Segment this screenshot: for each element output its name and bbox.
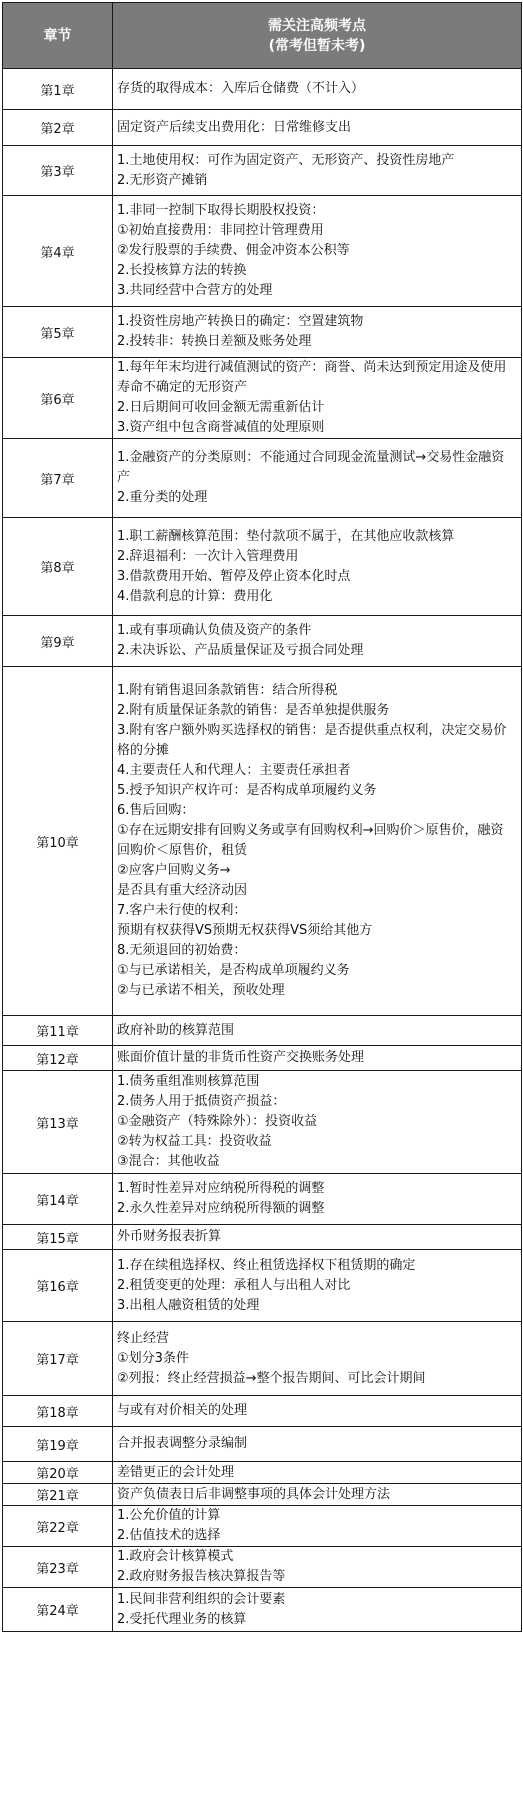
topic-line: 2.政府财务报告核决算报告等 [117,1569,286,1584]
table-row [3,1016,522,1046]
table-row [3,1588,522,1632]
topic-line: 8.无须退回的初始费： [117,943,247,958]
topic-line: 3.资产组中包含商誉减值的处理原则 [117,420,325,435]
topic-line: 2.永久性差异对应纳税所得额的调整 [117,1201,325,1216]
topic-line: 3.共同经营中合营方的处理 [117,283,273,298]
topic-cell [113,1396,522,1427]
table-row [3,1484,522,1506]
table-row [3,1071,522,1174]
table-row [3,1547,522,1588]
table-row [3,1427,522,1462]
topic-cell [113,1174,522,1225]
topic-line: 4.主要责任人和代理人：主要责任承担者 [117,763,351,778]
chapter-cell: 第10章 [3,667,113,1016]
topic-line: 回购价＜原售价，租赁 [117,843,248,858]
topic-line: 4.借款利息的计算：费用化 [117,588,273,604]
topic-line: 2.估值技术的选择 [117,1528,221,1543]
topic-cell [113,667,522,1016]
table-row [3,69,522,110]
topic-line: 固定资产后续支出费用化：日常维修支出 [117,119,352,135]
topic-line: ①金融资产（特殊除外）：投资收益 [117,1114,318,1129]
chapter-cell: 第13章 [3,1071,113,1174]
chapter-cell: 第19章 [3,1427,113,1462]
topic-cell [113,69,522,110]
topic-line: ②转为权益工具：投资收益 [117,1134,272,1149]
table-row [3,110,522,146]
topic-line: 预期有权获得VS预期无权获得VS须给其他方 [117,923,373,938]
header-chapter: 章节 [3,3,113,69]
topic-line: 存货的取得成本：入库后仓储费（不计入） [117,81,365,96]
topic-line: 1.或有事项确认负债及资产的条件 [117,623,312,638]
topic-line: 3.出租人融资租赁的处理 [117,1297,260,1313]
topic-line: ①初始直接费用：非同控计管理费用 [117,223,324,238]
topic-line: 外币财务报表折算 [117,1229,222,1244]
topic-line: 1.暂时性差异对应纳税所得税的调整 [117,1181,325,1196]
table-row [3,1506,522,1547]
topic-cell [113,1016,522,1046]
exam-topics-table [2,2,522,1632]
topic-line: ②发行股票的手续费、佣金冲资本公积等 [117,243,350,258]
topic-line: 2.重分类的处理 [117,490,208,505]
topic-cell [113,439,522,518]
table-row [3,667,522,1016]
topic-line: ②列报：终止经营损益→整个报告期间、可比会计期间 [117,1370,426,1386]
table-row [3,358,522,439]
table-row [3,1462,522,1484]
topic-line: 1.非同一控制下取得长期股权投资： [117,203,325,218]
topic-line: 资产负债表日后非调整事项的具体会计处理方法 [117,1486,391,1502]
topic-line: 1.金融资产的分类原则：不能通过合同现金流量测试→交易性金融资产 [117,450,505,485]
header-topic [113,3,522,69]
topic-line: 1.债务重组准则核算范围 [117,1074,260,1089]
chapter-cell: 第9章 [3,616,113,667]
header-topic-line1: 需关注高频考点 [268,17,366,34]
topic-line: 3.借款费用开始、暂停及停止资本化时点 [117,568,351,584]
table-row [3,196,522,307]
table-row [3,146,522,196]
chapter-cell: 第22章 [3,1506,113,1547]
topic-line: ②与已承诺不相关，预收处理 [117,983,285,998]
chapter-cell: 第16章 [3,1250,113,1322]
chapter-cell: 第5章 [3,307,113,358]
table-row [3,1225,522,1250]
chapter-cell: 第1章 [3,69,113,110]
topic-line: 政府补助的核算范围 [117,1022,235,1038]
topic-line: 1.职工薪酬核算范围：垫付款项不属于，在其他应收款核算 [117,528,455,544]
chapter-cell: 第23章 [3,1547,113,1588]
table-row [3,518,522,616]
topic-line: ③混合：其他收益 [117,1154,220,1169]
topic-line: 5.授予知识产权许可：是否构成单项履约义务 [117,783,377,798]
chapter-cell: 第8章 [3,518,113,616]
chapter-cell: 第18章 [3,1396,113,1427]
topic-line: ②应客户回购义务→ [117,863,231,878]
topic-line: ①存在远期安排有回购义务或享有回购权利→回购价＞原售价，融资 [117,823,504,838]
topic-line: 账面价值计量的非货币性资产交换账务处理 [117,1050,365,1065]
topic-line: 2.受托代理业务的核算 [117,1611,247,1627]
chapter-cell: 第2章 [3,110,113,146]
topic-line: 2.未决诉讼、产品质量保证及亏损合同处理 [117,643,364,658]
table-row [3,1250,522,1322]
topic-line: 3.附有客户额外购买选择权的销售：是否提供重点权利，决定交易价格的分摊 [117,723,507,758]
topic-line: ①划分3条件 [117,1350,189,1366]
topic-line: ①与已承诺相关，是否构成单项履约义务 [117,963,350,978]
topic-cell [113,1225,522,1250]
chapter-cell: 第20章 [3,1462,113,1484]
topic-cell [113,146,522,196]
chapter-cell: 第21章 [3,1484,113,1506]
table-row [3,1174,522,1225]
topic-line: 2.辞退福利：一次计入管理费用 [117,548,299,564]
chapter-cell: 第17章 [3,1322,113,1396]
topic-cell [113,1547,522,1588]
topic-cell [113,518,522,616]
topic-cell [113,1046,522,1071]
table-row [3,1322,522,1396]
topic-cell [113,1588,522,1632]
topic-line: 与或有对价相关的处理 [117,1403,248,1418]
topic-cell [113,110,522,146]
topic-cell [113,616,522,667]
topic-cell [113,1427,522,1462]
topic-cell [113,1506,522,1547]
chapter-cell: 第11章 [3,1016,113,1046]
topic-line: 2.租赁变更的处理：承租人与出租人对比 [117,1277,351,1293]
table-row [3,307,522,358]
table-row [3,1396,522,1427]
topic-line: 1.政府会计核算模式 [117,1549,234,1564]
topic-cell [113,1322,522,1396]
table-row [3,1046,522,1071]
topic-cell [113,1071,522,1174]
table-row [3,439,522,518]
topic-cell [113,196,522,307]
topic-cell [113,358,522,439]
table-row [3,616,522,667]
topic-line: 2.投转非：转换日差额及账务处理 [117,334,312,349]
topic-cell [113,1250,522,1322]
topic-line: 合并报表调整分录编制 [117,1436,248,1451]
topic-line: 6.售后回购： [117,803,195,818]
topic-cell [113,1462,522,1484]
header-topic-line2: (常考但暂未考) [268,37,366,54]
chapter-cell: 第14章 [3,1174,113,1225]
topic-line: 1.投资性房地产转换日的确定：空置建筑物 [117,314,364,329]
topic-line: 1.公允价值的计算 [117,1508,221,1523]
topic-line: 2.债务人用于抵债资产损益： [117,1094,286,1109]
chapter-cell: 第12章 [3,1046,113,1071]
topic-line: 终止经营 [117,1330,170,1346]
chapter-cell: 第3章 [3,146,113,196]
chapter-cell: 第15章 [3,1225,113,1250]
topic-cell [113,1484,522,1506]
chapter-cell: 第24章 [3,1588,113,1632]
chapter-cell: 第6章 [3,358,113,439]
topic-line: 2.无形资产摊销 [117,172,208,188]
topic-cell [113,307,522,358]
topic-line: 1.附有销售退回条款销售：结合所得税 [117,683,338,698]
topic-line: 1.民间非营利组织的会计要素 [117,1591,286,1607]
topic-line: 1.存在续租选择权、终止租赁选择权下租赁期的确定 [117,1257,416,1273]
topic-line: 2.日后期间可收回金额无需重新估计 [117,400,325,415]
topic-line: 1.每年年末均进行减值测试的资产：商誉、尚未达到预定用途及使用寿命不确定的无形资产 [117,360,507,395]
topic-line: 7.客户未行使的权利： [117,903,247,918]
topic-line: 差错更正的会计处理 [117,1464,235,1480]
topic-line: 1.土地使用权：可作为固定资产、无形资产、投资性房地产 [117,152,455,168]
topic-line: 是否具有重大经济动因 [117,883,248,898]
chapter-cell: 第4章 [3,196,113,307]
header-row [3,3,522,69]
topic-line: 2.长投核算方法的转换 [117,263,247,278]
chapter-cell: 第7章 [3,439,113,518]
topic-line: 2.附有质量保证条款的销售：是否单独提供服务 [117,703,390,718]
